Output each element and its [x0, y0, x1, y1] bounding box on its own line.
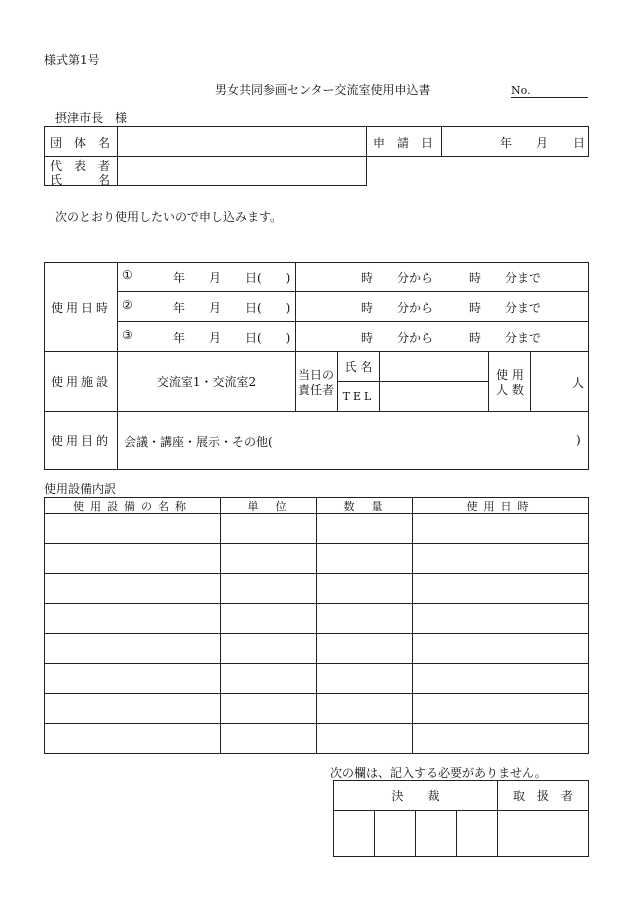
purpose-close-paren: ) [576, 433, 581, 447]
headcount-label-line2: 人 数 [496, 383, 524, 397]
purpose-label: 使用目的 [50, 434, 111, 448]
representative-label-line2: 氏 名 [50, 173, 111, 187]
column-header-unit: 単 位 [247, 499, 290, 513]
table-row[interactable] [45, 634, 588, 663]
table-row[interactable] [45, 574, 588, 603]
responsible-name-field[interactable] [380, 352, 488, 381]
slot-number: ① [122, 268, 133, 282]
usage-datetime-label: 使用日時 [50, 300, 111, 315]
responsible-label-line1: 当日の [298, 368, 335, 382]
handler-label: 取 扱 者 [512, 789, 573, 803]
application-date-field[interactable] [442, 127, 588, 156]
table-row[interactable] [45, 664, 588, 693]
table-row[interactable] [45, 724, 588, 753]
office-use-note: 次の欄は、記入する必要がありません。 [330, 766, 547, 780]
slot-time[interactable]: 時 分から 時 分まで [361, 271, 542, 285]
slot-time[interactable]: 時 分から 時 分まで [361, 331, 542, 345]
day-label: 日 [573, 136, 586, 150]
column-header-equipment-name: 使用設備の名称 [73, 499, 192, 513]
application-date-label: 申 請 日 [373, 136, 434, 150]
page-title: 男女共同参画センター交流室使用申込書 [215, 83, 431, 97]
slot-time[interactable]: 時 分から 時 分まで [361, 301, 542, 315]
responsible-name-label: 氏 名 [344, 360, 373, 374]
facility-label: 使用施設 [50, 375, 111, 389]
column-header-usage-datetime: 使用日時 [466, 499, 535, 513]
slot-date[interactable]: 年 月 日( ) [173, 301, 291, 315]
column-header-quantity: 数 量 [343, 499, 386, 513]
headcount-label-line1: 使 用 [496, 368, 524, 382]
slot-number: ③ [122, 328, 133, 342]
purpose-options[interactable]: 会議・講座・展示・その他( [124, 435, 273, 449]
org-name-label: 団 体 名 [50, 136, 111, 150]
representative-name-field[interactable] [118, 157, 366, 185]
month-label: 月 [536, 136, 549, 150]
slot-number: ② [122, 298, 133, 312]
responsible-label-line2: 責任者 [298, 383, 335, 397]
table-row[interactable] [45, 604, 588, 633]
slot-date[interactable]: 年 月 日( ) [173, 271, 291, 285]
representative-label-line1: 代 表 者 [50, 159, 111, 173]
headcount-unit: 人 [572, 376, 585, 390]
equipment-section-title: 使用設備内訳 [44, 482, 117, 496]
table-row[interactable] [45, 514, 588, 543]
no-label: No. [511, 84, 531, 97]
facility-options[interactable]: 交流室1・交流室2 [156, 375, 257, 389]
no-underline [511, 97, 588, 98]
table-row[interactable] [45, 694, 588, 723]
year-label: 年 [500, 136, 513, 150]
addressee: 摂津市長 様 [55, 111, 128, 125]
table-row[interactable] [45, 544, 588, 573]
tel-field[interactable] [380, 382, 488, 411]
approval-label: 決 裁 [391, 789, 440, 803]
form-number: 様式第1号 [44, 53, 100, 67]
tel-label: TEL [342, 390, 375, 403]
intro-text: 次のとおり使用したいので申し込みます。 [55, 210, 283, 224]
slot-date[interactable]: 年 月 日( ) [173, 331, 291, 345]
org-name-field[interactable] [118, 127, 366, 156]
